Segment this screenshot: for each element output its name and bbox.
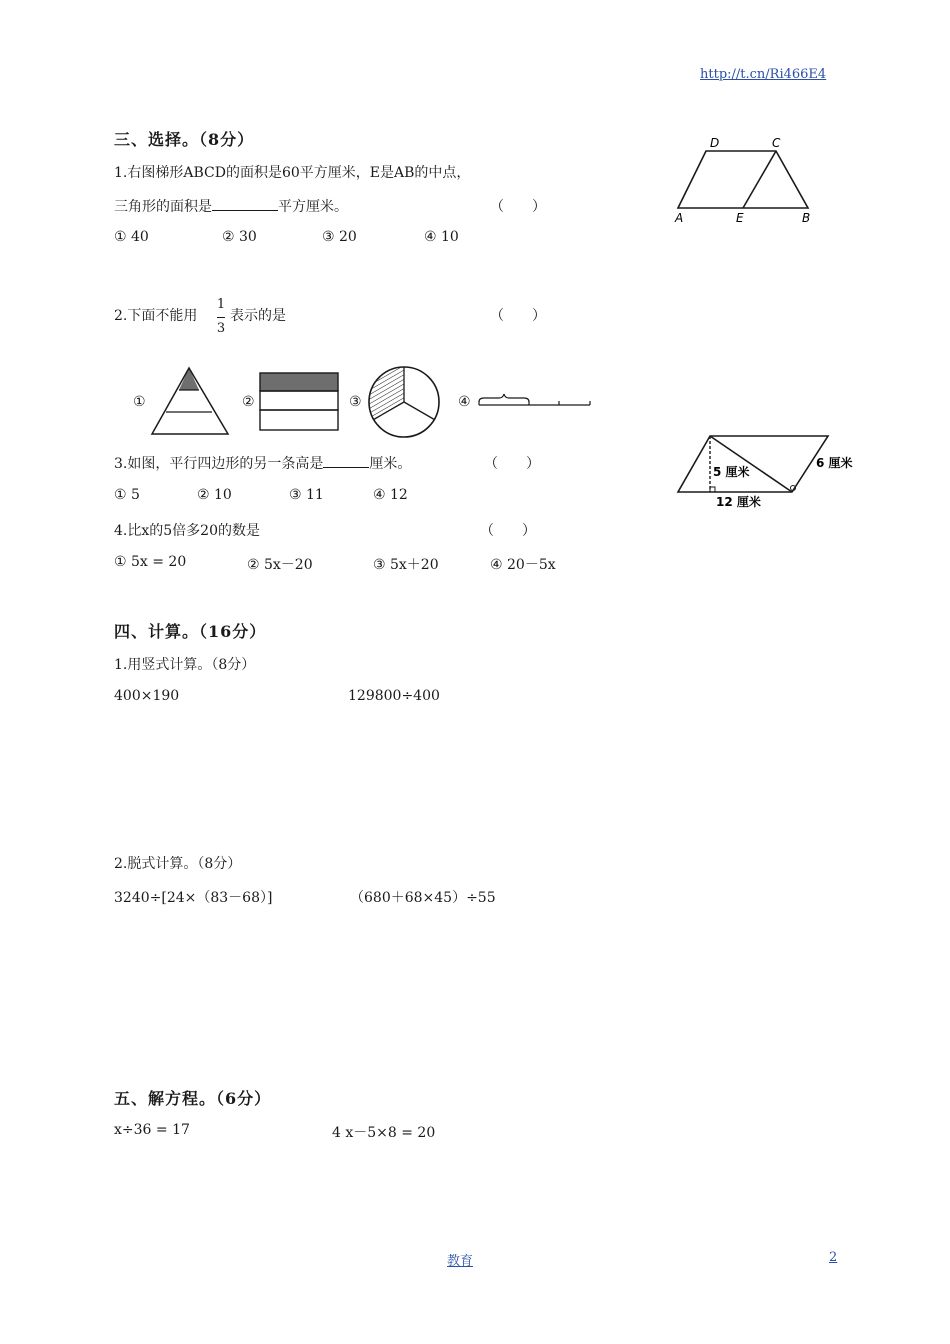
q2-figure-label-2: ② (242, 394, 255, 410)
section-5-title: 五、解方程。（6分） (114, 1089, 272, 1108)
segment-brace (479, 394, 529, 402)
equation-item-2: 4 x－5×8 = 20 (332, 1125, 436, 1141)
calc-sub1-title: 1.用竖式计算。（8分） (114, 657, 256, 673)
label-e: E (736, 211, 744, 225)
section-3-title: 三、选择。（8分） (114, 130, 255, 149)
q2-suffix: 表示的是 (230, 308, 286, 324)
q4-option-4: ④ 20－5x (490, 557, 556, 573)
q1-option-2: ② 30 (222, 229, 257, 245)
footer-center-link[interactable]: 教育 (447, 1254, 474, 1269)
q1-answer-paren: （ ） (490, 199, 546, 215)
q4-answer-paren: （ ） (480, 523, 536, 539)
q2-answer-paren: （ ） (490, 308, 546, 324)
q1-option-4: ④ 10 (424, 229, 459, 245)
q1-line1: 1.右图梯形ABCD的面积是60平方厘米，E是AB的中点， (114, 165, 471, 181)
q1-option-3: ③ 20 (322, 229, 357, 245)
calc-sub2-title: 2.脱式计算。（8分） (114, 856, 242, 872)
q3-text-suffix: 厘米。 (369, 456, 412, 472)
label-height-5: 5 厘米 (713, 465, 750, 479)
circle-radius-3 (404, 402, 434, 420)
q2-figure-label-4: ④ (458, 394, 471, 410)
calc-vertical-item-2: 129800÷400 (348, 688, 440, 704)
q3-answer-blank (323, 453, 369, 468)
q2-figure-2-rectangle (258, 371, 342, 433)
label-c: C (772, 136, 781, 150)
q2-figure-3-circle (366, 364, 442, 440)
q2-fraction-numerator: 1 (216, 297, 226, 312)
q2-fraction-denominator: 3 (216, 321, 226, 336)
label-base-12: 12 厘米 (716, 495, 761, 509)
label-b: B (802, 211, 811, 225)
q2-figure-label-1: ① (133, 394, 146, 410)
q4-option-1: ① 5x = 20 (114, 554, 187, 570)
q3-answer-paren: （ ） (484, 456, 540, 472)
q1-answer-blank (212, 196, 278, 211)
parallelogram-figure (672, 430, 872, 512)
header-url-link[interactable]: http://t.cn/Ri466E4 (700, 67, 827, 82)
q2-figure-label-3: ③ (349, 394, 362, 410)
q1-line2-suffix: 平方厘米。 (278, 199, 348, 215)
rectangle-shaded-band (260, 373, 338, 391)
q4-text: 4.比x的5倍多20的数是 (114, 523, 260, 539)
rectangle-band-2 (260, 391, 338, 410)
label-a: A (675, 211, 684, 225)
q4-option-3: ③ 5x＋20 (373, 557, 439, 573)
q3-text-prefix: 3.如图，平行四边形的另一条高是 (114, 456, 324, 472)
trapezoid-segment-ec (743, 151, 776, 208)
parallelogram-outline (678, 436, 828, 492)
q1-line2-prefix: 三角形的面积是 (114, 199, 212, 215)
section-4-title: 四、计算。（16分） (114, 622, 267, 641)
q2-figure-4-segment (474, 392, 594, 412)
q1-option-1: ① 40 (114, 229, 149, 245)
q3-text (114, 453, 411, 473)
q3-option-1: ① 5 (114, 487, 140, 503)
calc-vertical-item-1: 400×190 (114, 688, 180, 704)
equation-item-1: x÷36 = 17 (114, 1122, 190, 1138)
trapezoid-figure (672, 132, 822, 228)
q4-option-2: ② 5x－20 (247, 557, 313, 573)
label-side-6: 6 厘米 (816, 456, 853, 470)
footer-page-number[interactable]: 2 (829, 1250, 838, 1265)
label-d: D (710, 136, 720, 150)
q3-option-4: ④ 12 (373, 487, 408, 503)
parallelogram-diagonal (710, 436, 792, 492)
calc-stepwise-item-2: （680＋68×45）÷55 (350, 890, 496, 906)
calc-stepwise-item-1: 3240÷[24×（83－68）] (114, 890, 273, 906)
q1-line2 (114, 196, 348, 216)
q3-option-3: ③ 11 (289, 487, 324, 503)
q3-option-2: ② 10 (197, 487, 232, 503)
q2-figure-1-triangle (148, 366, 232, 438)
q2-prefix: 2.下面不能用 (114, 308, 198, 324)
rectangle-band-3 (260, 410, 338, 430)
q2-fraction-bar (217, 317, 225, 318)
trapezoid-outline (678, 151, 808, 208)
